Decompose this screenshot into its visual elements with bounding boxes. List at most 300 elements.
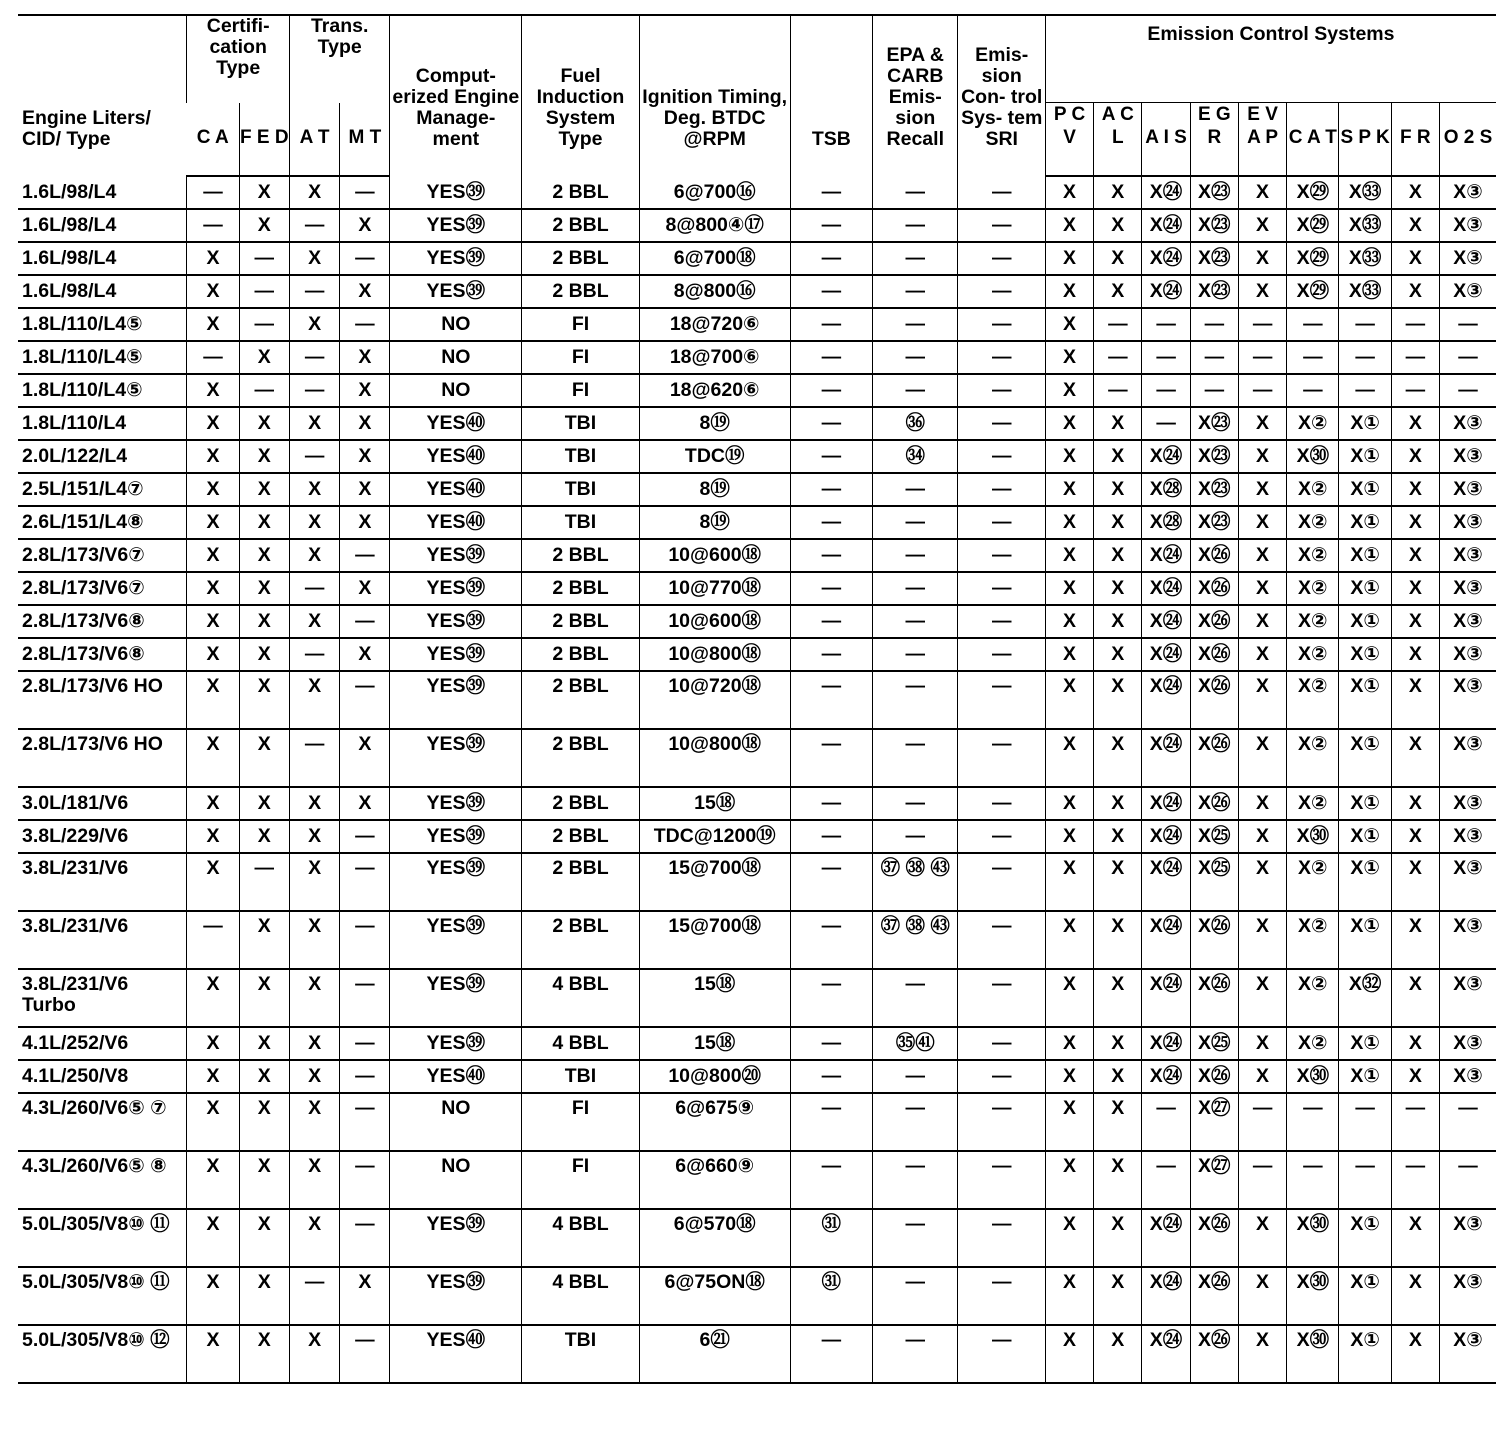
- cell-tsb: —: [790, 911, 872, 969]
- cell-acl: X: [1094, 539, 1142, 572]
- cell-sri: —: [958, 176, 1045, 209]
- cell-recall: ㊲ ㊳ ㊸: [873, 853, 958, 911]
- cell-sri: —: [958, 671, 1045, 729]
- cell-fr: X: [1391, 407, 1439, 440]
- cell-spk: X㉜: [1339, 969, 1391, 1027]
- cell-recall: —: [873, 473, 958, 506]
- cell-cat: X②: [1287, 853, 1339, 911]
- cell-at: —: [289, 729, 339, 787]
- cell-timing: 10@600⑱: [639, 605, 790, 638]
- cell-cem: YES㊴: [390, 638, 522, 671]
- cell-ca: —: [187, 911, 239, 969]
- cell-timing: 6@570⑱: [639, 1209, 790, 1267]
- cell-mt: X: [340, 407, 390, 440]
- table-row: [18, 1093, 1496, 1151]
- cell-egr: X㉖: [1190, 1209, 1238, 1267]
- col-ca-header: C A: [187, 103, 239, 177]
- cell-cem: YES㊴: [390, 539, 522, 572]
- cell-acl: —: [1094, 341, 1142, 374]
- cell-egr: X㉓: [1190, 275, 1238, 308]
- cell-fuel: 4 BBL: [522, 1209, 640, 1267]
- cell-fed: X: [239, 638, 289, 671]
- cell-engine: 2.8L/173/V6⑦: [18, 572, 187, 605]
- cell-ca: X: [187, 787, 239, 820]
- cell-o2s: X③: [1439, 440, 1496, 473]
- table-row: [18, 539, 1496, 572]
- cell-cem: YES㊵: [390, 1325, 522, 1383]
- col-recall-header: EPA & CARB Emis- sion Recall: [873, 15, 958, 176]
- cell-ais: X㉔: [1142, 209, 1190, 242]
- cell-mt: —: [340, 242, 390, 275]
- cell-evap: X: [1238, 638, 1286, 671]
- cell-tsb: —: [790, 671, 872, 729]
- cell-egr: X㉓: [1190, 176, 1238, 209]
- cell-o2s: X③: [1439, 572, 1496, 605]
- table-body: [18, 176, 1496, 1383]
- cell-fr: X: [1391, 176, 1439, 209]
- cell-o2s: X③: [1439, 275, 1496, 308]
- cell-at: X: [289, 506, 339, 539]
- col-engine-header: Engine Liters/ CID/ Type: [18, 15, 187, 176]
- cell-cat: X㉚: [1287, 820, 1339, 853]
- cell-egr: X㉕: [1190, 820, 1238, 853]
- cell-at: —: [289, 638, 339, 671]
- cell-fr: X: [1391, 440, 1439, 473]
- cell-o2s: X③: [1439, 1325, 1496, 1383]
- cell-ais: X㉔: [1142, 539, 1190, 572]
- cell-cat: —: [1287, 1093, 1339, 1151]
- cell-acl: X: [1094, 1093, 1142, 1151]
- cell-cem: YES㊵: [390, 440, 522, 473]
- table-row: [18, 787, 1496, 820]
- cell-pcv: X: [1045, 308, 1093, 341]
- col-evap-header: E V A P: [1238, 103, 1286, 177]
- cell-mt: X: [340, 506, 390, 539]
- table-row: [18, 1267, 1496, 1325]
- col-ais-header: A I S: [1142, 103, 1190, 177]
- cell-at: X: [289, 911, 339, 969]
- cell-evap: X: [1238, 1027, 1286, 1060]
- cell-o2s: —: [1439, 308, 1496, 341]
- cell-recall: ㉞: [873, 440, 958, 473]
- cell-tsb: —: [790, 729, 872, 787]
- cell-sri: —: [958, 1209, 1045, 1267]
- cell-engine: 2.8L/173/V6⑧: [18, 605, 187, 638]
- cell-cat: X②: [1287, 539, 1339, 572]
- col-egr-header: E G R: [1190, 103, 1238, 177]
- cell-cat: X㉚: [1287, 1209, 1339, 1267]
- emission-spec-table: [18, 14, 1496, 1384]
- cell-o2s: X③: [1439, 539, 1496, 572]
- cell-recall: —: [873, 1209, 958, 1267]
- cell-spk: X㉝: [1339, 242, 1391, 275]
- cell-fuel: 2 BBL: [522, 911, 640, 969]
- cell-mt: X: [340, 440, 390, 473]
- cell-fed: X: [239, 820, 289, 853]
- cell-fed: X: [239, 911, 289, 969]
- cell-ais: X㉔: [1142, 1209, 1190, 1267]
- cell-timing: 15⑱: [639, 1027, 790, 1060]
- cell-pcv: X: [1045, 853, 1093, 911]
- cell-at: —: [289, 572, 339, 605]
- cell-at: X: [289, 473, 339, 506]
- cell-ca: X: [187, 407, 239, 440]
- cell-spk: X①: [1339, 787, 1391, 820]
- cell-cat: X㉙: [1287, 209, 1339, 242]
- cell-fr: X: [1391, 820, 1439, 853]
- cell-pcv: X: [1045, 506, 1093, 539]
- table-row: [18, 729, 1496, 787]
- cell-cem: YES㊴: [390, 787, 522, 820]
- cell-cat: X㉙: [1287, 275, 1339, 308]
- cell-egr: X㉕: [1190, 853, 1238, 911]
- cell-sri: —: [958, 605, 1045, 638]
- cell-ais: X㉔: [1142, 969, 1190, 1027]
- cell-fr: X: [1391, 729, 1439, 787]
- cell-ais: X㉔: [1142, 440, 1190, 473]
- cell-evap: X: [1238, 1209, 1286, 1267]
- cell-fuel: 2 BBL: [522, 729, 640, 787]
- table-row: [18, 374, 1496, 407]
- cell-tsb: —: [790, 176, 872, 209]
- cell-at: X: [289, 820, 339, 853]
- cell-acl: X: [1094, 473, 1142, 506]
- cell-egr: X㉖: [1190, 572, 1238, 605]
- cell-ca: X: [187, 275, 239, 308]
- cell-engine: 4.1L/250/V8: [18, 1060, 187, 1093]
- cell-cem: YES㊴: [390, 671, 522, 729]
- cell-fed: —: [239, 308, 289, 341]
- col-tsb-header: TSB: [790, 15, 872, 176]
- cell-pcv: X: [1045, 407, 1093, 440]
- cell-at: X: [289, 1093, 339, 1151]
- cell-spk: X㉝: [1339, 275, 1391, 308]
- cell-cem: NO: [390, 341, 522, 374]
- cell-recall: —: [873, 671, 958, 729]
- cell-acl: X: [1094, 787, 1142, 820]
- cell-sri: —: [958, 1093, 1045, 1151]
- cell-engine: 4.1L/252/V6: [18, 1027, 187, 1060]
- cell-o2s: X③: [1439, 176, 1496, 209]
- cell-acl: X: [1094, 853, 1142, 911]
- cell-fuel: TBI: [522, 440, 640, 473]
- cell-evap: X: [1238, 729, 1286, 787]
- cell-timing: 8⑲: [639, 473, 790, 506]
- cell-at: —: [289, 275, 339, 308]
- cell-cem: YES㊵: [390, 1060, 522, 1093]
- cell-cat: X②: [1287, 787, 1339, 820]
- cell-mt: —: [340, 605, 390, 638]
- cell-engine: 2.0L/122/L4: [18, 440, 187, 473]
- cell-recall: —: [873, 787, 958, 820]
- cell-spk: X①: [1339, 605, 1391, 638]
- cell-ca: X: [187, 671, 239, 729]
- cell-cem: YES㊴: [390, 1267, 522, 1325]
- cell-recall: ㊲ ㊳ ㊸: [873, 911, 958, 969]
- cell-ais: —: [1142, 341, 1190, 374]
- cell-o2s: X③: [1439, 853, 1496, 911]
- cell-tsb: —: [790, 506, 872, 539]
- cell-fr: —: [1391, 1151, 1439, 1209]
- cell-ca: X: [187, 440, 239, 473]
- cell-cat: —: [1287, 341, 1339, 374]
- cell-engine: 1.8L/110/L4⑤: [18, 374, 187, 407]
- cell-fuel: TBI: [522, 473, 640, 506]
- cell-evap: X: [1238, 539, 1286, 572]
- cell-acl: X: [1094, 969, 1142, 1027]
- cell-acl: —: [1094, 308, 1142, 341]
- cell-mt: —: [340, 820, 390, 853]
- cell-egr: X㉖: [1190, 969, 1238, 1027]
- cell-timing: TDC@1200⑲: [639, 820, 790, 853]
- cell-fr: X: [1391, 572, 1439, 605]
- cell-pcv: X: [1045, 729, 1093, 787]
- cell-engine: 3.8L/229/V6: [18, 820, 187, 853]
- cell-recall: —: [873, 242, 958, 275]
- cell-recall: —: [873, 638, 958, 671]
- cell-engine: 1.8L/110/L4: [18, 407, 187, 440]
- cell-sri: —: [958, 1267, 1045, 1325]
- cell-egr: —: [1190, 308, 1238, 341]
- cell-tsb: —: [790, 969, 872, 1027]
- cell-mt: X: [340, 729, 390, 787]
- cell-tsb: —: [790, 407, 872, 440]
- cell-mt: —: [340, 1325, 390, 1383]
- cell-cem: YES㊴: [390, 969, 522, 1027]
- cell-ca: X: [187, 605, 239, 638]
- cell-engine: 4.3L/260/V6⑤ ⑦: [18, 1093, 187, 1151]
- cell-at: —: [289, 209, 339, 242]
- cell-engine: 1.6L/98/L4: [18, 176, 187, 209]
- table-row: [18, 1325, 1496, 1383]
- cell-evap: —: [1238, 341, 1286, 374]
- cell-cat: —: [1287, 374, 1339, 407]
- cell-sri: —: [958, 308, 1045, 341]
- cell-tsb: —: [790, 787, 872, 820]
- cell-cat: X㉚: [1287, 1060, 1339, 1093]
- cell-timing: 8⑲: [639, 506, 790, 539]
- cell-egr: X㉗: [1190, 1151, 1238, 1209]
- cell-mt: X: [340, 787, 390, 820]
- cell-fed: X: [239, 969, 289, 1027]
- table-row: [18, 671, 1496, 729]
- cell-cat: X②: [1287, 1027, 1339, 1060]
- cell-ais: X㉔: [1142, 671, 1190, 729]
- cell-sri: —: [958, 911, 1045, 969]
- cell-recall: —: [873, 605, 958, 638]
- cell-fr: X: [1391, 969, 1439, 1027]
- cell-acl: X: [1094, 911, 1142, 969]
- cell-evap: —: [1238, 1151, 1286, 1209]
- cell-pcv: X: [1045, 374, 1093, 407]
- cell-ais: X㉔: [1142, 638, 1190, 671]
- cell-fuel: 2 BBL: [522, 176, 640, 209]
- cell-recall: —: [873, 1093, 958, 1151]
- cell-ca: X: [187, 374, 239, 407]
- cell-recall: —: [873, 572, 958, 605]
- col-at-header: A T: [289, 103, 339, 177]
- cell-tsb: —: [790, 539, 872, 572]
- cell-spk: X①: [1339, 1325, 1391, 1383]
- cell-egr: X㉓: [1190, 209, 1238, 242]
- cell-at: X: [289, 242, 339, 275]
- cell-fr: X: [1391, 1027, 1439, 1060]
- cell-fed: X: [239, 473, 289, 506]
- cell-cat: X㉙: [1287, 176, 1339, 209]
- cell-evap: X: [1238, 787, 1286, 820]
- cell-cem: YES㊴: [390, 605, 522, 638]
- cell-fed: X: [239, 1093, 289, 1151]
- cell-spk: X①: [1339, 572, 1391, 605]
- cell-fuel: 2 BBL: [522, 638, 640, 671]
- cell-spk: X㉝: [1339, 176, 1391, 209]
- cell-ais: —: [1142, 374, 1190, 407]
- cell-evap: X: [1238, 969, 1286, 1027]
- cell-cem: YES㊴: [390, 853, 522, 911]
- table-row: [18, 209, 1496, 242]
- cell-pcv: X: [1045, 341, 1093, 374]
- cell-fed: X: [239, 1267, 289, 1325]
- cell-fed: X: [239, 1151, 289, 1209]
- cell-evap: X: [1238, 176, 1286, 209]
- cell-sri: —: [958, 969, 1045, 1027]
- cell-evap: X: [1238, 1325, 1286, 1383]
- cell-fuel: 4 BBL: [522, 969, 640, 1027]
- cell-cat: X②: [1287, 638, 1339, 671]
- cell-mt: —: [340, 671, 390, 729]
- cell-evap: X: [1238, 506, 1286, 539]
- cell-engine: 5.0L/305/V8⑩ ⑪: [18, 1267, 187, 1325]
- cell-at: X: [289, 1325, 339, 1383]
- cell-fr: —: [1391, 341, 1439, 374]
- cell-sri: —: [958, 853, 1045, 911]
- cell-tsb: —: [790, 242, 872, 275]
- cell-engine: 2.8L/173/V6 HO: [18, 729, 187, 787]
- cell-egr: X㉓: [1190, 506, 1238, 539]
- table-row: [18, 572, 1496, 605]
- cell-pcv: X: [1045, 176, 1093, 209]
- cell-timing: 10@800⑱: [639, 638, 790, 671]
- cell-ais: X㉘: [1142, 506, 1190, 539]
- cell-at: X: [289, 605, 339, 638]
- cell-fr: X: [1391, 605, 1439, 638]
- cell-sri: —: [958, 440, 1045, 473]
- cell-sri: —: [958, 374, 1045, 407]
- cell-fuel: FI: [522, 308, 640, 341]
- cell-spk: —: [1339, 1151, 1391, 1209]
- cell-cem: YES㊴: [390, 209, 522, 242]
- table-row: [18, 1209, 1496, 1267]
- cell-engine: 2.6L/151/L4⑧: [18, 506, 187, 539]
- cell-timing: 15@700⑱: [639, 853, 790, 911]
- cell-fuel: TBI: [522, 1060, 640, 1093]
- cell-o2s: X③: [1439, 1027, 1496, 1060]
- cell-egr: X㉓: [1190, 440, 1238, 473]
- cell-fed: X: [239, 1060, 289, 1093]
- cell-fuel: 2 BBL: [522, 605, 640, 638]
- cell-timing: 6@675⑨: [639, 1093, 790, 1151]
- cell-o2s: X③: [1439, 671, 1496, 729]
- cell-sri: —: [958, 209, 1045, 242]
- cell-fr: X: [1391, 911, 1439, 969]
- cell-cat: X㉚: [1287, 440, 1339, 473]
- cell-engine: 1.6L/98/L4: [18, 275, 187, 308]
- cell-mt: —: [340, 853, 390, 911]
- cell-egr: X㉓: [1190, 242, 1238, 275]
- cell-fuel: FI: [522, 1151, 640, 1209]
- cell-ais: X㉔: [1142, 1325, 1190, 1383]
- cell-o2s: X③: [1439, 969, 1496, 1027]
- cell-sri: —: [958, 1325, 1045, 1383]
- cell-acl: X: [1094, 820, 1142, 853]
- cell-spk: X①: [1339, 853, 1391, 911]
- cell-tsb: —: [790, 374, 872, 407]
- cell-evap: X: [1238, 911, 1286, 969]
- cell-sri: —: [958, 242, 1045, 275]
- cell-spk: —: [1339, 308, 1391, 341]
- cell-o2s: —: [1439, 1093, 1496, 1151]
- cell-engine: 1.8L/110/L4⑤: [18, 308, 187, 341]
- cell-cem: YES㊴: [390, 1209, 522, 1267]
- cell-egr: X㉖: [1190, 671, 1238, 729]
- cell-cat: X②: [1287, 671, 1339, 729]
- cell-egr: —: [1190, 341, 1238, 374]
- cell-spk: X①: [1339, 638, 1391, 671]
- cell-engine: 4.3L/260/V6⑤ ⑧: [18, 1151, 187, 1209]
- cell-pcv: X: [1045, 1151, 1093, 1209]
- cell-recall: —: [873, 176, 958, 209]
- cell-timing: 18@720⑥: [639, 308, 790, 341]
- cell-spk: X①: [1339, 506, 1391, 539]
- cell-acl: X: [1094, 1151, 1142, 1209]
- cell-ca: X: [187, 1151, 239, 1209]
- cell-acl: X: [1094, 176, 1142, 209]
- cell-spk: —: [1339, 1093, 1391, 1151]
- cell-fed: X: [239, 539, 289, 572]
- cell-engine: 1.6L/98/L4: [18, 209, 187, 242]
- cell-pcv: X: [1045, 1325, 1093, 1383]
- cell-spk: X①: [1339, 1209, 1391, 1267]
- cell-ca: X: [187, 1267, 239, 1325]
- cell-recall: —: [873, 820, 958, 853]
- cell-fr: X: [1391, 787, 1439, 820]
- cell-ais: —: [1142, 308, 1190, 341]
- cell-ca: X: [187, 853, 239, 911]
- cell-fuel: FI: [522, 1093, 640, 1151]
- cell-ca: —: [187, 209, 239, 242]
- cell-acl: —: [1094, 374, 1142, 407]
- cell-engine: 5.0L/305/V8⑩ ⑫: [18, 1325, 187, 1383]
- cell-engine: 2.8L/173/V6⑦: [18, 539, 187, 572]
- cell-ais: —: [1142, 407, 1190, 440]
- cell-spk: —: [1339, 341, 1391, 374]
- cell-o2s: —: [1439, 374, 1496, 407]
- cell-timing: 8@800④⑰: [639, 209, 790, 242]
- cell-sri: —: [958, 506, 1045, 539]
- cell-tsb: —: [790, 308, 872, 341]
- cell-fuel: TBI: [522, 1325, 640, 1383]
- cell-evap: X: [1238, 407, 1286, 440]
- cell-evap: X: [1238, 820, 1286, 853]
- cell-recall: —: [873, 729, 958, 787]
- cell-evap: X: [1238, 242, 1286, 275]
- cell-fr: X: [1391, 853, 1439, 911]
- cell-acl: X: [1094, 242, 1142, 275]
- cell-pcv: X: [1045, 1267, 1093, 1325]
- cell-mt: X: [340, 572, 390, 605]
- cell-fr: X: [1391, 275, 1439, 308]
- cell-cat: —: [1287, 308, 1339, 341]
